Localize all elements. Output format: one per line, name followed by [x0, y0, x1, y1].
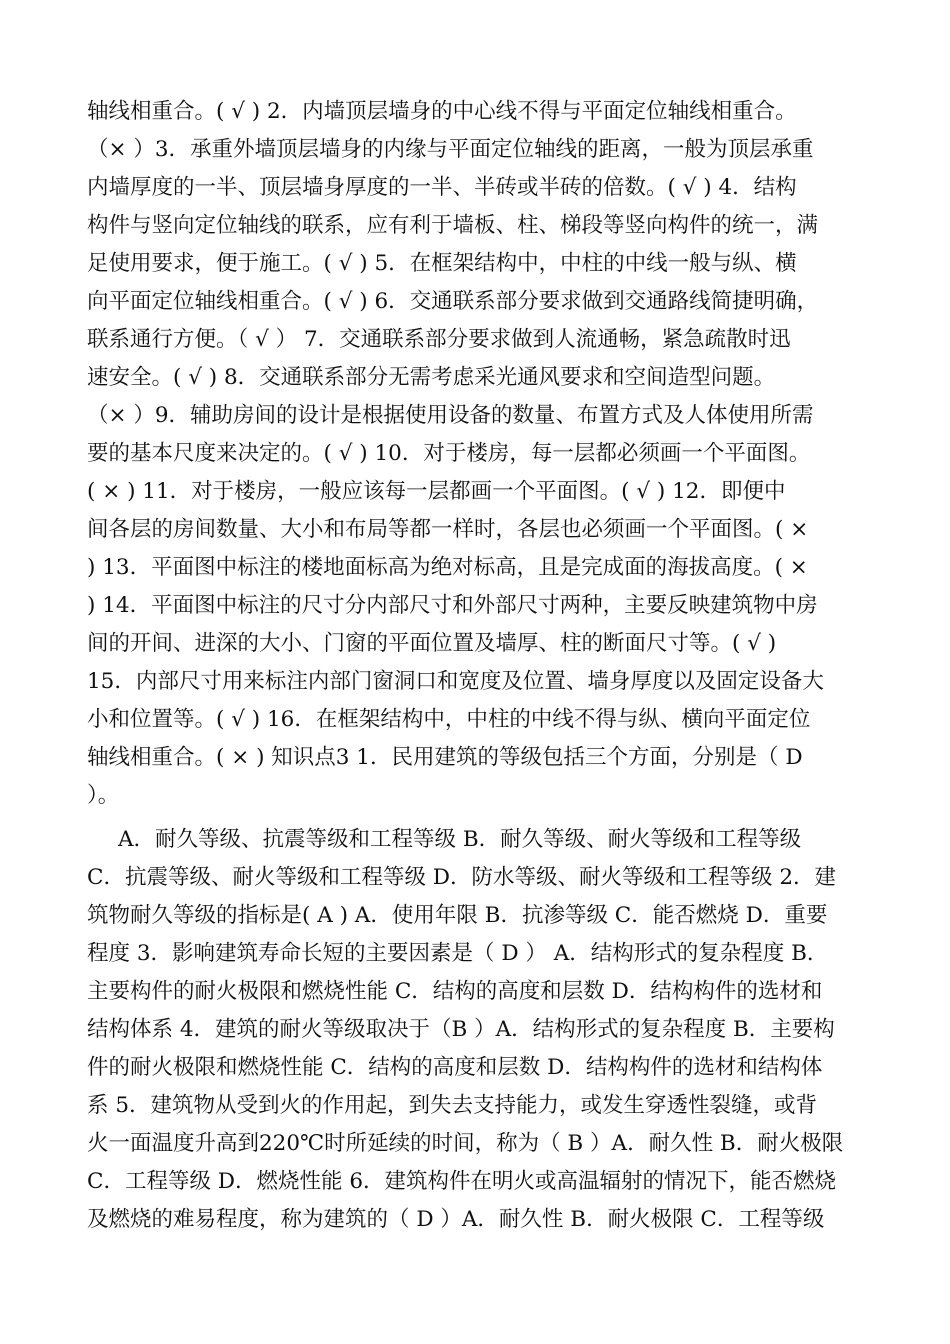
- text-line: ）。: [87, 783, 120, 808]
- text-line: （× ）9．辅助房间的设计是根据使用设备的数量、布置方式及人体使用所需: [87, 403, 814, 428]
- text-line: 足使用要求，便于施工。( √ ) 5．在框架结构中，中柱的中线一般与纵、横: [87, 251, 797, 276]
- text-line: 火一面温度升高到220℃时所延续的时间，称为（ B ）A．耐久性 B．耐火极限: [87, 1131, 844, 1156]
- text-line: 系 5．建筑物从受到火的作用起，到失去支持能力，或发生穿透性裂缝，或背: [87, 1093, 818, 1118]
- text-line: 主要构件的耐火极限和燃烧性能 C．结构的高度和层数 D．结构构件的选材和: [87, 979, 823, 1004]
- text-line: 及燃烧的难易程度，称为建筑的（ D ）A．耐久性 B．耐火极限 C．工程等级: [87, 1207, 825, 1232]
- text-line: 轴线相重合。( × ) 知识点3 1．民用建筑的等级包括三个方面，分别是（ D: [87, 745, 803, 770]
- text-line: 构件与竖向定位轴线的联系，应有利于墙板、柱、梯段等竖向构件的统一，满: [87, 213, 819, 238]
- text-line: A．耐久等级、抗震等级和工程等级 B．耐久等级、耐火等级和工程等级: [118, 827, 802, 852]
- text-line: 小和位置等。( √ ) 16．在框架结构中，中柱的中线不得与纵、横向平面定位: [87, 707, 811, 732]
- text-line: 联系通行方便。（ √ ） 7．交通联系部分要求做到人流通畅，紧急疏散时迅: [87, 327, 791, 352]
- text-line: 轴线相重合。( √ ) 2．内墙顶层墙身的中心线不得与平面定位轴线相重合。: [87, 99, 797, 124]
- text-line: 结构体系 4．建筑的耐火等级取决于（B ）A．结构形式的复杂程度 B．主要构: [87, 1017, 835, 1042]
- text-line: 筑物耐久等级的指标是( A ) A．使用年限 B．抗渗等级 C．能否燃烧 D．重要: [87, 903, 828, 928]
- text-line: 15．内部尺寸用来标注内部门窗洞口和宽度及位置、墙身厚度以及固定设备大: [87, 669, 824, 694]
- text-line: 间各层的房间数量、大小和布局等都一样时，各层也必须画一个平面图。( ×: [87, 517, 809, 542]
- text-line: 向平面定位轴线相重合。( √ ) 6．交通联系部分要求做到交通路线简捷明确，: [87, 289, 819, 314]
- text-line: 件的耐火极限和燃烧性能 C．结构的高度和层数 D．结构构件的选材和结构体: [87, 1055, 823, 1080]
- text-line: 间的开间、进深的大小、门窗的平面位置及墙厚、柱的断面尺寸等。( √ ): [87, 631, 777, 656]
- text-line: 要的基本尺度来决定的。( √ ) 10．对于楼房，每一层都必须画一个平面图。: [87, 441, 811, 466]
- text-line: ( × ) 11．对于楼房，一般应该每一层都画一个平面图。( √ ) 12．即便中: [87, 479, 786, 504]
- text-line: ) 13．平面图中标注的楼地面标高为绝对标高，且是完成面的海拔高度。( ×: [87, 555, 808, 580]
- text-line: ) 14．平面图中标注的尺寸分内部尺寸和外部尺寸两种，主要反映建筑物中房: [87, 593, 818, 618]
- text-line: 程度 3．影响建筑寿命长短的主要因素是（ D ） A．结构形式的复杂程度 B．: [87, 941, 829, 966]
- text-line: （× ）3．承重外墙顶层墙身的内缘与平面定位轴线的距离，一般为顶层承重: [87, 137, 814, 162]
- text-line: C．工程等级 D．燃烧性能 6．建筑构件在明火或高温辐射的情况下，能否燃烧: [87, 1169, 837, 1194]
- text-line: 速安全。( √ ) 8．交通联系部分无需考虑采光通风要求和空间造型问题。: [87, 365, 776, 390]
- text-line: C．抗震等级、耐火等级和工程等级 D．防水等级、耐火等级和工程等级 2．建: [87, 865, 837, 890]
- text-line: 内墙厚度的一半、顶层墙身厚度的一半、半砖或半砖的倍数。( √ ) 4．结构: [87, 175, 797, 200]
